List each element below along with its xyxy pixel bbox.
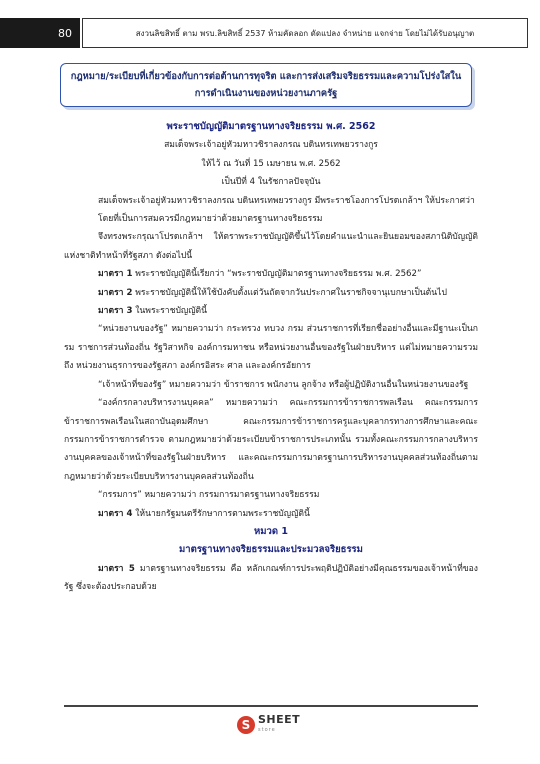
section-2-label: มาตรา 2 [98,287,133,298]
section-2 [64,284,478,302]
section-3-text: ในพระราชบัญญัตินี้ [132,306,208,317]
document-body [64,118,478,597]
page-number: 80 [0,18,80,48]
paragraph-proclamation: สมเด็จพระเจ้าอยู่หัวมหาวชิราลงกรณ บดินทรเทพยวรางกูร มีพระราชโองการโปรดเกล้าฯ ให้ประกาศว่า [98,195,475,206]
definition-committee: “กรรมการ” หมายความว่า กรรมการมาตรฐานทางจริยธรรม [98,490,320,501]
section-4 [64,505,478,523]
section-3 [64,302,478,320]
section-5 [64,560,478,597]
section-1-label: มาตรา 1 [98,269,133,280]
logo-s-icon: S [237,716,255,734]
copyright-notice: สงวนลิขสิทธิ์ ตาม พรบ.ลิขสิทธิ์ 2537 ห้ามคัดลอก ดัดแปลง จำหน่าย แจกจ่าย โดยไม่ได้รับอนุญาต [82,18,528,48]
section-title-box [60,63,472,107]
definition-central-personnel-agency: “องค์กรกลางบริหารงานบุคคล” หมายความว่า คณะกรรมการข้าราชการพลเรือน คณะกรรมการข้าราชการพลเรือนในสถาบันอุดมศึกษา คณะกรรมการข้าราชการครูและบุคลากรทางการศึกษาและคณะกรรมการข้าราชการตำรวจ ตามกฎหมายว่าด้วยระเบียบข้าราชการประเภทนั้น รวมทั้งคณะกรรมการกลางบริหารงานบุคคลของเจ้าหน้าที่ของรัฐในฝ่ายบริหาร และคณะกรรมการมาตรฐานการบริหารงานบุคคลส่วนท้องถิ่นตามกฎหมายว่าด้วยระเบียบบริหารงานบุคคลส่วนท้องถิ่น [64,398,478,482]
section-5-text: มาตรฐานทางจริยธรรม คือ หลักเกณฑ์การประพฤติปฏิบัติอย่างมีคุณธรรมของเจ้าหน้าที่ของรัฐ ซึ่งจะต้องประกอบด้วย [64,563,478,593]
sheet-store-logo [237,712,307,738]
section-5-label: มาตรา 5 [98,563,135,574]
paragraph-whereas: โดยที่เป็นการสมควรมีกฎหมายว่าด้วยมาตรฐานทางจริยธรรม [98,214,323,225]
logo-subword: store [258,727,276,733]
definition-state-agency: “หน่วยงานของรัฐ” หมายความว่า กระทรวง ทบวง กรม ส่วนราชการที่เรียกชื่ออย่างอื่นและมีฐานะเป็นกรม ราชการส่วนท้องถิ่น รัฐวิสาหกิจ องค์การมหาชน หรือหน่วยงานอื่นของรัฐในฝ่ายบริหาร แต่ไม่หมายความรวมถึง หน่วยงานธุรการของรัฐสภา องค์กรอิสระ ศาล และองค์กรอัยการ [64,324,478,372]
paragraph-enactment: จึงทรงพระกรุณาโปรดเกล้าฯ ให้ตราพระราชบัญญัติขึ้นไว้โดยคำแนะนำและยินยอมของสภานิติบัญญัติแห่งชาติทำหน้าที่รัฐสภา ดังต่อไปนี้ [64,232,478,261]
act-given-date: ให้ไว้ ณ วันที่ 15 เมษายน พ.ศ. 2562 [201,158,341,169]
section-1-text: พระราชบัญญัตินี้เรียกว่า “พระราชบัญญัติมาตรฐานทางจริยธรรม พ.ศ. 2562” [132,269,422,280]
logo-wordmark [258,715,300,735]
section-1 [64,265,478,283]
logo-word: SHEET [258,713,301,726]
definition-state-official: “เจ้าหน้าที่ของรัฐ” หมายความว่า ข้าราชการ พนักงาน ลูกจ้าง หรือผู้ปฏิบัติงานอื่นในหน่วยงานของรัฐ [98,379,469,390]
chapter-title: มาตรฐานทางจริยธรรมและประมวลจริยธรรม [179,544,363,556]
section-4-label: มาตรา 4 [98,508,133,519]
section-4-text: ให้นายกรัฐมนตรีรักษาการตามพระราชบัญญัตินี้ [132,508,310,519]
act-reign-year: เป็นปีที่ 4 ในรัชกาลปัจจุบัน [221,177,321,188]
act-title: พระราชบัญญัติมาตรฐานทางจริยธรรม พ.ศ. 2562 [166,121,376,132]
section-title-line2: การดำเนินงานของหน่วยงานภาครัฐ [194,88,338,99]
act-king: สมเด็จพระเจ้าอยู่หัวมหาวชิราลงกรณ บดินทรเทพยวรางกูร [164,140,378,151]
footer-divider [64,705,478,707]
section-2-text: พระราชบัญญัตินี้ให้ใช้บังคับตั้งแต่วันถัดจากวันประกาศในราชกิจจานุเบกษาเป็นต้นไป [132,287,447,298]
chapter-number: หมวด 1 [254,525,288,537]
section-title-line1: กฎหมาย/ระเบียบที่เกี่ยวข้องกับการต่อต้านการทุจริต และการส่งเสริมจริยธรรมและความโปร่งใสใน [70,71,462,82]
section-3-label: มาตรา 3 [98,306,133,317]
